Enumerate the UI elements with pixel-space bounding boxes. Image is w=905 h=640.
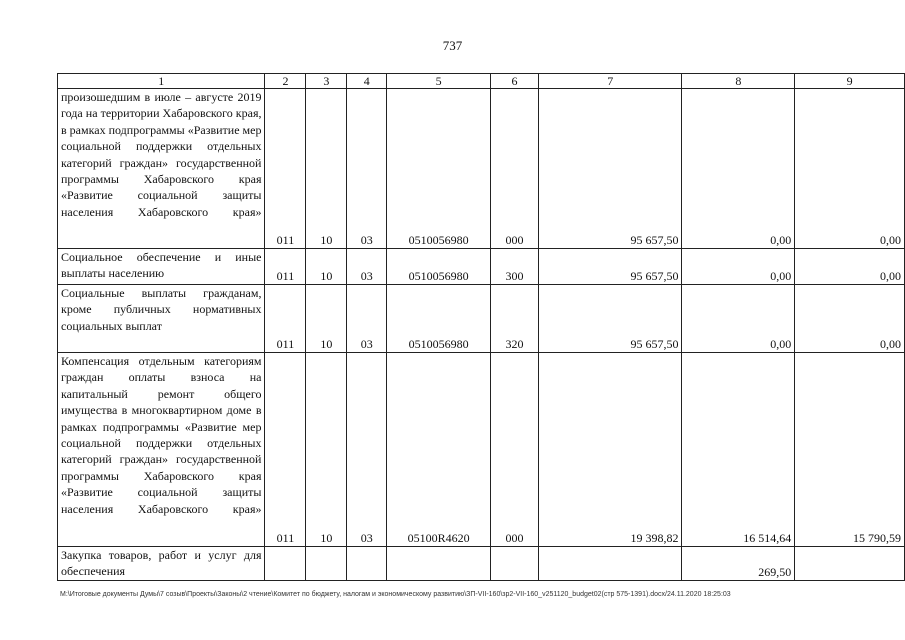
- column-header: 9: [795, 74, 905, 89]
- target-code: 0510056980: [387, 249, 491, 285]
- amount-col-7: 95 657,50: [538, 285, 682, 353]
- budget-table: [57, 73, 905, 581]
- amount-col-9: [795, 547, 905, 581]
- table-row: [58, 353, 905, 547]
- column-header: 6: [491, 74, 539, 89]
- table-row: [58, 285, 905, 353]
- amount-col-7: 95 657,50: [538, 89, 682, 249]
- section-code: 10: [306, 285, 347, 353]
- section-code: 10: [306, 353, 347, 547]
- section-code: 10: [306, 249, 347, 285]
- subsection-code: 03: [347, 249, 387, 285]
- target-code: [387, 547, 491, 581]
- ministry-code: 011: [265, 353, 306, 547]
- section-code: [306, 547, 347, 581]
- amount-col-8: 0,00: [682, 249, 795, 285]
- row-description: Компенсация отдельным категориям граждан оплаты взноса на капитальный ремонт общего имущества в многоквартирном доме в рамках подпрограммы «Развитие мер социальной поддержки отдельных категорий граждан» государственной программы Хабаровского края «Развитие социальной защиты населения Хабаровского края»: [58, 353, 265, 547]
- amount-col-8: 0,00: [682, 89, 795, 249]
- column-header: 4: [347, 74, 387, 89]
- amount-col-8: 16 514,64: [682, 353, 795, 547]
- row-description: Социальные выплаты гражданам, кроме публичных нормативных социальных выплат: [58, 285, 265, 353]
- ministry-code: 011: [265, 89, 306, 249]
- ministry-code: 011: [265, 285, 306, 353]
- expense-type-code: 000: [491, 89, 539, 249]
- column-header: 3: [306, 74, 347, 89]
- amount-col-9: 0,00: [795, 249, 905, 285]
- amount-col-7: 19 398,82: [538, 353, 682, 547]
- section-code: 10: [306, 89, 347, 249]
- amount-col-7: [538, 547, 682, 581]
- subsection-code: 03: [347, 353, 387, 547]
- amount-col-7: 95 657,50: [538, 249, 682, 285]
- expense-type-code: [491, 547, 539, 581]
- ministry-code: 011: [265, 249, 306, 285]
- expense-type-code: 320: [491, 285, 539, 353]
- column-header: 2: [265, 74, 306, 89]
- column-header: 7: [538, 74, 682, 89]
- amount-col-9: 15 790,59: [795, 353, 905, 547]
- expense-type-code: 300: [491, 249, 539, 285]
- row-description: произошедшим в июле – августе 2019 года на территории Хабаровского края, в рамках подпрограммы «Развитие мер социальной поддержки отдельных категорий граждан» государственной программы Хабаровского края «Развитие социальной защиты населения Хабаровского края»: [58, 89, 265, 249]
- target-code: 05100R4620: [387, 353, 491, 547]
- amount-col-9: 0,00: [795, 89, 905, 249]
- expense-type-code: 000: [491, 353, 539, 547]
- table-row: [58, 249, 905, 285]
- table-row: [58, 547, 905, 581]
- amount-col-8: 269,50: [682, 547, 795, 581]
- page-number: 737: [442, 38, 463, 53]
- column-header: 5: [387, 74, 491, 89]
- subsection-code: [347, 547, 387, 581]
- column-header: 8: [682, 74, 795, 89]
- amount-col-9: 0,00: [795, 285, 905, 353]
- column-header: 1: [58, 74, 265, 89]
- table-header-row: [58, 74, 905, 89]
- subsection-code: 03: [347, 285, 387, 353]
- table-row: [58, 89, 905, 249]
- document-file-path: M:\Итоговые документы Думы\7 созыв\Проекты\Законы\2 чтение\Комитет по бюджету, налогам и экономическому развитию\ЗП-VII-160\зр2-VII-160_v251120_budget02(стр 575-1391).docx/24.11.2020 18:25:03: [60, 591, 731, 598]
- ministry-code: [265, 547, 306, 581]
- row-description: Социальное обеспечение и иные выплаты населению: [58, 249, 265, 285]
- subsection-code: 03: [347, 89, 387, 249]
- row-description: Закупка товаров, работ и услуг для обеспечения: [58, 547, 265, 581]
- amount-col-8: 0,00: [682, 285, 795, 353]
- target-code: 0510056980: [387, 89, 491, 249]
- target-code: 0510056980: [387, 285, 491, 353]
